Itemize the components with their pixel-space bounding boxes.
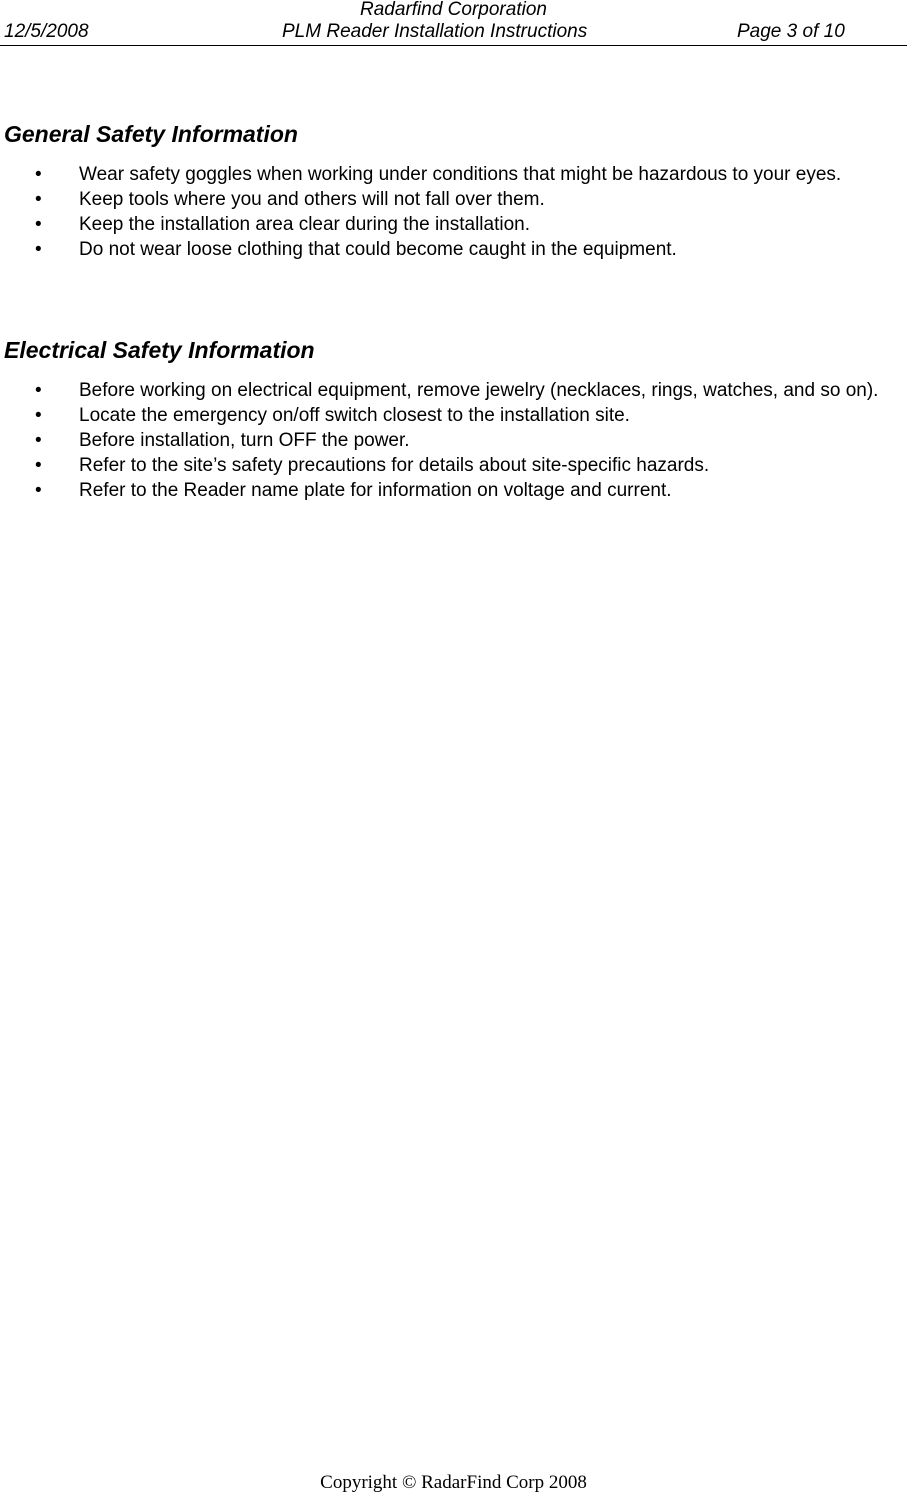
list-item	[0, 164, 907, 185]
header-company: Radarfind Corporation	[360, 0, 547, 20]
bullet-icon: •	[35, 214, 42, 235]
header-page-number: Page 3 of 10	[737, 21, 845, 42]
list-item-text: Locate the emergency on/off switch closest to the installation site.	[79, 405, 630, 426]
list-item-text: Before installation, turn OFF the power.	[79, 430, 410, 451]
list-item-text: Keep tools where you and others will not fall over them.	[79, 189, 545, 210]
bullet-icon: •	[35, 189, 42, 210]
list-item-text: Wear safety goggles when working under conditions that might be hazardous to your eyes.	[79, 164, 842, 185]
list-item	[0, 380, 907, 401]
general-safety-list	[0, 164, 907, 264]
header-date: 12/5/2008	[4, 21, 89, 42]
list-item	[0, 214, 907, 235]
list-item-text: Refer to the site’s safety precautions for details about site-specific hazards.	[79, 455, 710, 476]
bullet-icon: •	[35, 405, 42, 426]
list-item	[0, 430, 907, 451]
section-heading-electrical-safety: Electrical Safety Information	[4, 337, 315, 363]
header-document-title: PLM Reader Installation Instructions	[282, 21, 588, 42]
page-header	[0, 0, 907, 46]
page-footer-copyright: Copyright © RadarFind Corp 2008	[320, 1472, 587, 1493]
bullet-icon: •	[35, 380, 42, 401]
list-item-text: Refer to the Reader name plate for information on voltage and current.	[79, 480, 672, 501]
list-item-text: Keep the installation area clear during the installation.	[79, 214, 531, 235]
list-item	[0, 239, 907, 260]
bullet-icon: •	[35, 164, 42, 185]
list-item	[0, 480, 907, 501]
list-item	[0, 405, 907, 426]
bullet-icon: •	[35, 480, 42, 501]
section-heading-general-safety: General Safety Information	[4, 121, 298, 147]
list-item	[0, 189, 907, 210]
bullet-icon: •	[35, 239, 42, 260]
electrical-safety-list	[0, 380, 907, 505]
list-item-text: Do not wear loose clothing that could become caught in the equipment.	[79, 239, 677, 260]
list-item-text: Before working on electrical equipment, remove jewelry (necklaces, rings, watches, and so on).	[79, 380, 879, 401]
bullet-icon: •	[35, 455, 42, 476]
list-item	[0, 455, 907, 476]
bullet-icon: •	[35, 430, 42, 451]
